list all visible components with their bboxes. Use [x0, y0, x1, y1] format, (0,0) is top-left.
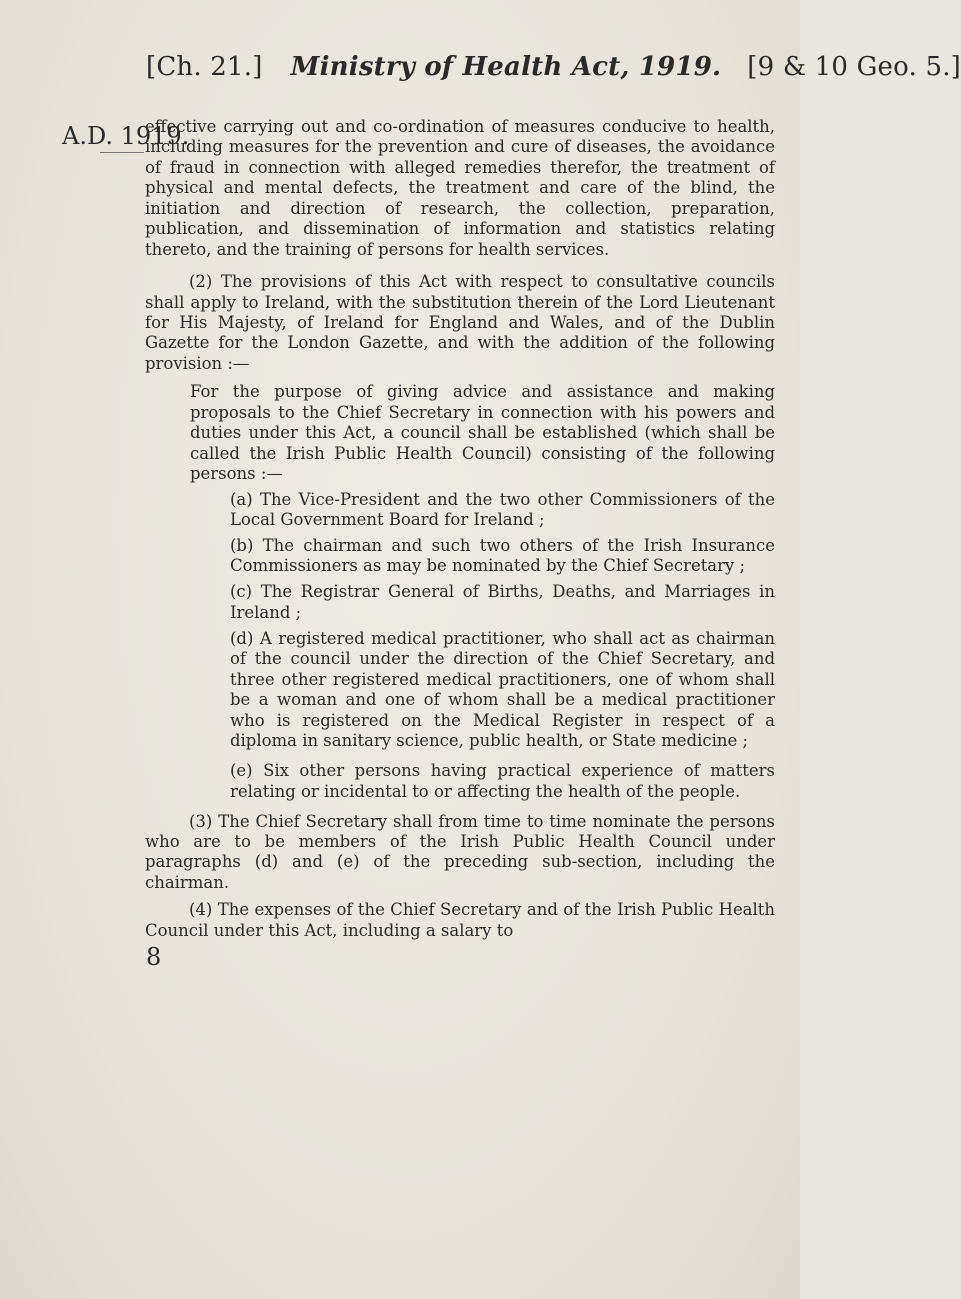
list-item-e: (e) Six other persons having practical experience of matters relating or incidental to or affecting the health of the people. [230, 761, 775, 801]
paragraph-subsection-4: (4) The expenses of the Chief Secretary and of the Irish Public Health Council under this Act, including a salary to [145, 900, 775, 940]
margin-year: A.D. 1919. [62, 122, 190, 150]
act-title: Ministry of Health Act, 1919. [290, 52, 722, 82]
chapter-ref: [Ch. 21.] [146, 52, 263, 82]
paragraph-provision: For the purpose of giving advice and assistance and making proposals to the Chief Secretary in connection with his powers and duties under this Act, a council shall be established (which shall be called the Irish Public Health Council) consisting of the following persons :— [190, 382, 775, 483]
list-item-b: (b) The chairman and such two others of the Irish Insurance Commissioners as may be nominated by the Chief Secretary ; [230, 535, 775, 576]
paragraph-1: effective carrying out and co-ordination of measures conducive to health, including measures for the prevention and cure of diseases, the avoidance of fraud in connection with alleged remedies therefor, the treatment of physical and mental defects, the treatment and care of the blind, the initiation and direction of research, the collection, preparation, publication, and dissemination of information and statistics relating thereto, and the training of persons for health services. [145, 117, 775, 259]
paragraph-subsection-3: (3) The Chief Secretary shall from time to time nominate the persons who are to be members of the Irish Public Health Council under paragraphs (d) and (e) of the preceding sub-section, including the chairman. [145, 811, 775, 892]
list-item-a: (a) The Vice-President and the two other Commissioners of the Local Government Board for Ireland ; [230, 489, 775, 530]
list-item-c: (c) The Registrar General of Births, Deaths, and Marriages in Ireland ; [230, 582, 775, 622]
page-header [146, 52, 961, 82]
margin-rule [100, 152, 144, 153]
regnal-year: [9 & 10 Geo. 5.] [747, 52, 961, 82]
list-item-d: (d) A registered medical practitioner, who shall act as chairman of the council under the direction of the Chief Secretary, and three other registered medical practitioners, one of whom shall be a woman and one of whom shall be a medical practitioner who is registered on the Medical Register in respect of a diploma in sanitary science, public health, or State medicine ; [230, 628, 775, 750]
paragraph-subsection-2: (2) The provisions of this Act with respect to consultative councils shall apply to Ireland, with the substitution therein of the Lord Lieutenant for His Majesty, of Ireland for England and Wales, and of the Dublin Gazette for the London Gazette, and with the addition of the following provision :— [145, 272, 775, 373]
signature-mark: 8 [146, 943, 162, 972]
